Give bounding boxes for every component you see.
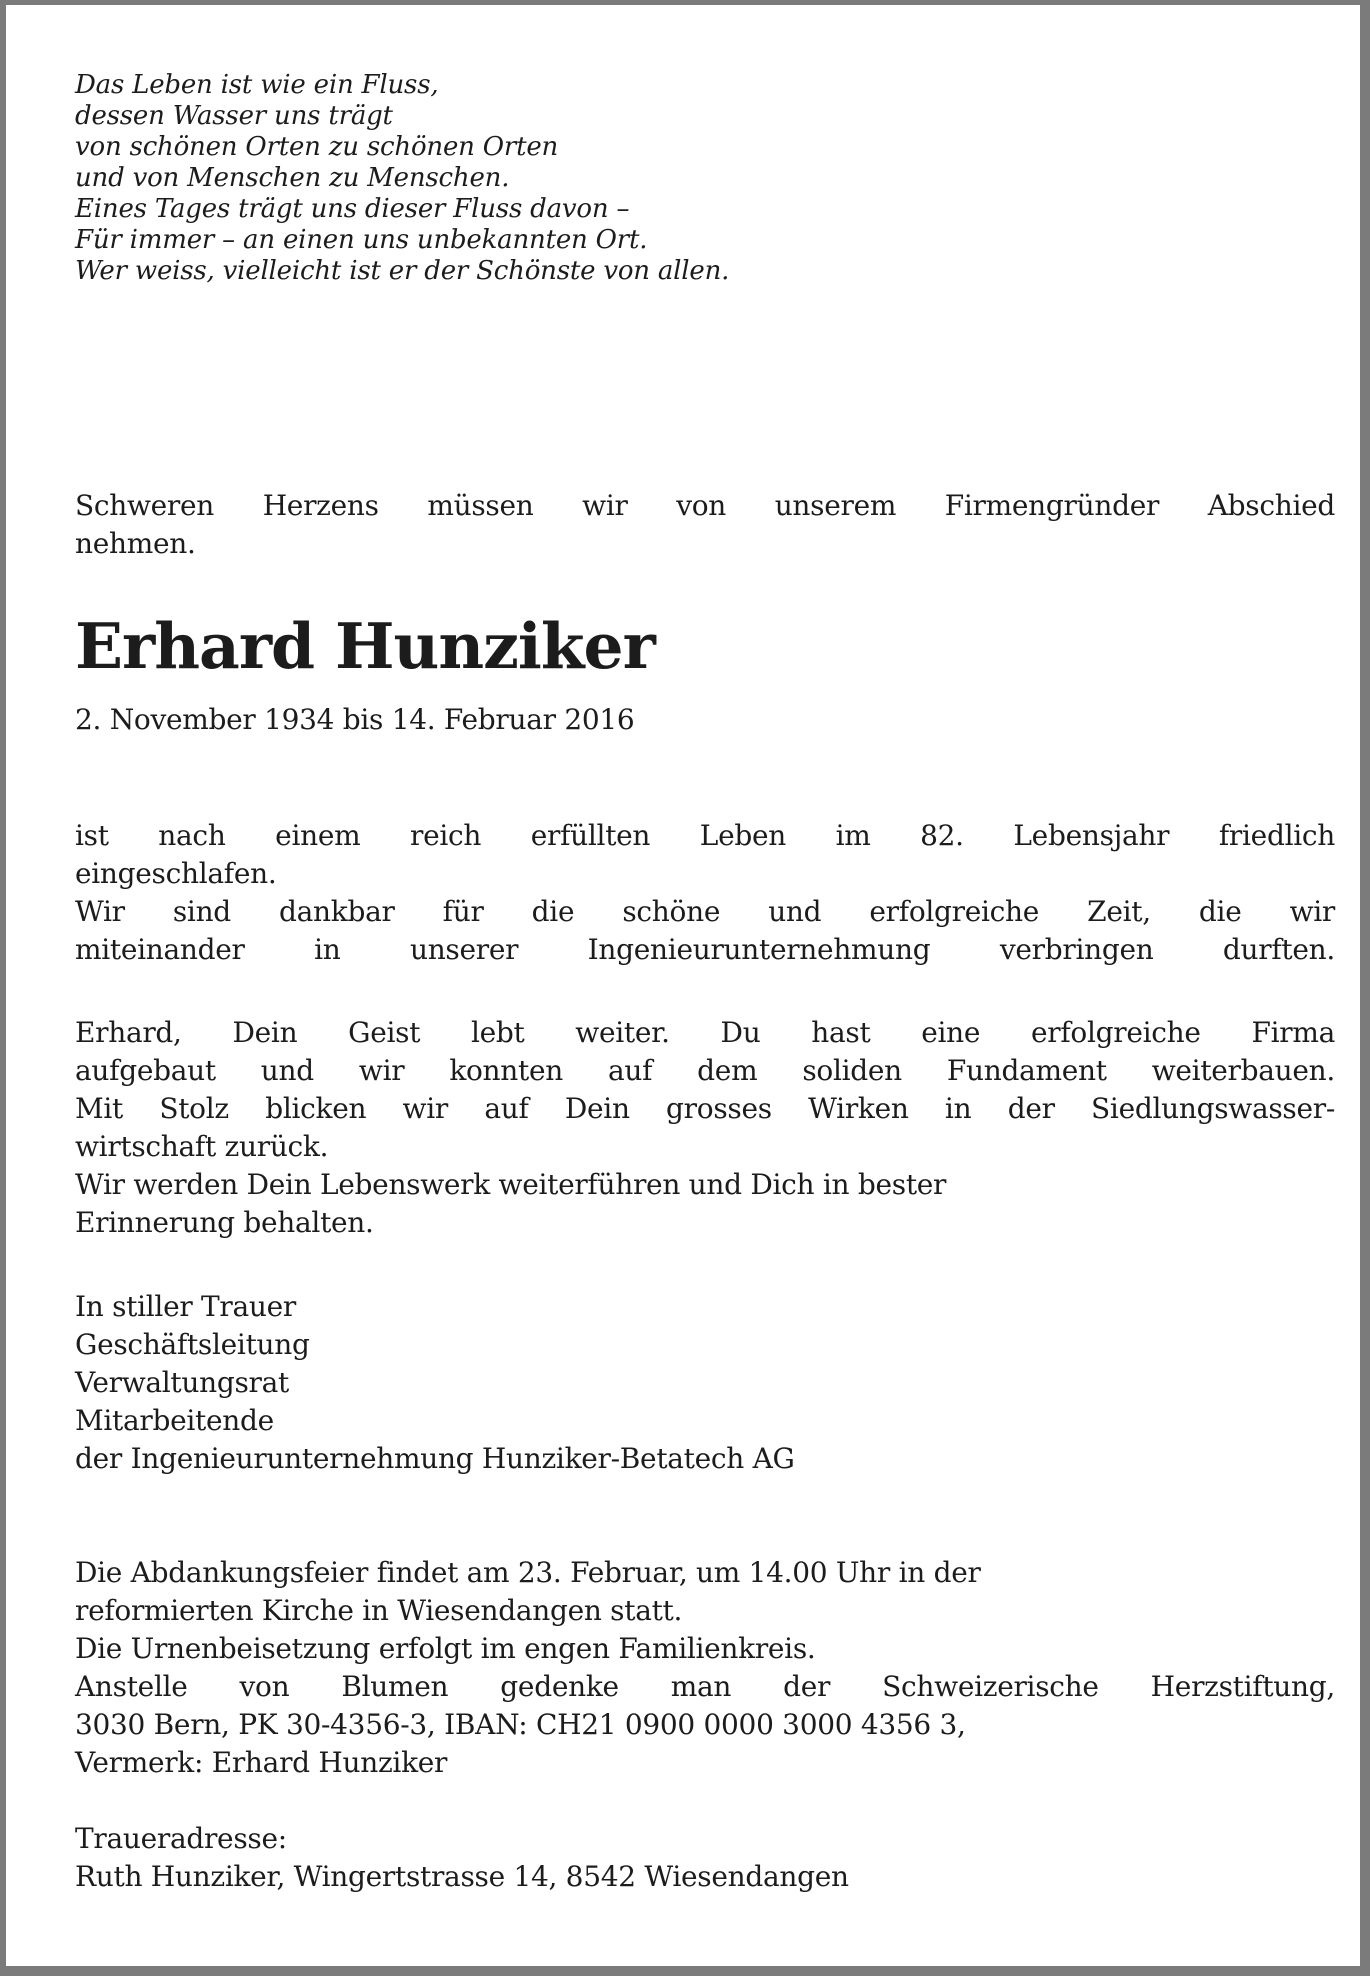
ceremony-line: Die Abdankungsfeier findet am 23. Februar, um 14.00 Uhr in der <box>75 1556 981 1589</box>
body-line: Mit Stolz blicken wir auf Dein grosses Wirken in der Siedlungswasser- <box>75 1092 1335 1125</box>
ceremony-line: Anstelle von Blumen gedenke man der Schweizerische Herzstiftung, <box>75 1670 1335 1703</box>
ceremony-line: Vermerk: Erhard Hunziker <box>75 1746 448 1779</box>
mourner-line: In stiller Trauer <box>75 1290 296 1323</box>
poem-line: Wer weiss, vielleicht ist er der Schönste von allen. <box>75 256 730 286</box>
poem-line: Eines Tages trägt uns dieser Fluss davon – <box>75 194 630 224</box>
poem-line: Das Leben ist wie ein Fluss, <box>75 70 439 100</box>
body-line: Wir werden Dein Lebenswerk weiterführen und Dich in bester <box>75 1168 947 1201</box>
obituary-page <box>6 5 1360 1966</box>
poem-line: Für immer – an einen uns unbekannten Ort. <box>75 225 648 255</box>
body-line: wirtschaft zurück. <box>75 1130 329 1163</box>
body-line: ist nach einem reich erfüllten Leben im 82. Lebensjahr friedlich <box>75 819 1335 852</box>
deceased-name: Erhard Hunziker <box>75 609 655 683</box>
mourning-address-block <box>75 1820 1335 1896</box>
poem-block <box>75 70 1335 287</box>
eulogy-paragraph-2 <box>75 1014 1335 1242</box>
intro-line: nehmen. <box>75 527 196 560</box>
mourners-block <box>75 1288 1335 1478</box>
intro-block <box>75 487 1335 563</box>
poem-line: von schönen Orten zu schönen Orten <box>75 132 559 162</box>
poem-line: und von Menschen zu Menschen. <box>75 163 510 193</box>
body-line: miteinander in unserer Ingenieurunternehmung verbringen durften. <box>75 933 1335 966</box>
poem-line: dessen Wasser uns trägt <box>75 101 393 131</box>
ceremony-line: reformierten Kirche in Wiesendangen statt. <box>75 1594 683 1627</box>
mourning-address-label: Traueradresse: <box>75 1822 287 1855</box>
ceremony-line: 3030 Bern, PK 30-4356-3, IBAN: CH21 0900 0000 3000 4356 3, <box>75 1708 966 1741</box>
body-line: Wir sind dankbar für die schöne und erfolgreiche Zeit, die wir <box>75 895 1335 928</box>
obituary-content <box>75 70 1335 1896</box>
body-line: Erhard, Dein Geist lebt weiter. Du hast eine erfolgreiche Firma <box>75 1016 1335 1049</box>
mourning-address-line: Ruth Hunziker, Wingertstrasse 14, 8542 Wiesendangen <box>75 1860 849 1893</box>
body-line: Erinnerung behalten. <box>75 1206 374 1239</box>
ceremony-line: Die Urnenbeisetzung erfolgt im engen Familienkreis. <box>75 1632 816 1665</box>
eulogy-paragraph-1 <box>75 817 1335 969</box>
body-line: aufgebaut und wir konnten auf dem soliden Fundament weiterbauen. <box>75 1054 1335 1087</box>
deceased-block <box>75 605 1335 739</box>
mourner-line: Mitarbeitende <box>75 1404 274 1437</box>
body-line: eingeschlafen. <box>75 857 277 890</box>
ceremony-block <box>75 1554 1335 1782</box>
mourner-line: der Ingenieurunternehmung Hunziker-Betatech AG <box>75 1442 795 1475</box>
mourner-line: Geschäftsleitung <box>75 1328 310 1361</box>
intro-line: Schweren Herzens müssen wir von unserem Firmengründer Abschied <box>75 489 1335 522</box>
mourner-line: Verwaltungsrat <box>75 1366 289 1399</box>
deceased-dates: 2. November 1934 bis 14. Februar 2016 <box>75 703 635 736</box>
